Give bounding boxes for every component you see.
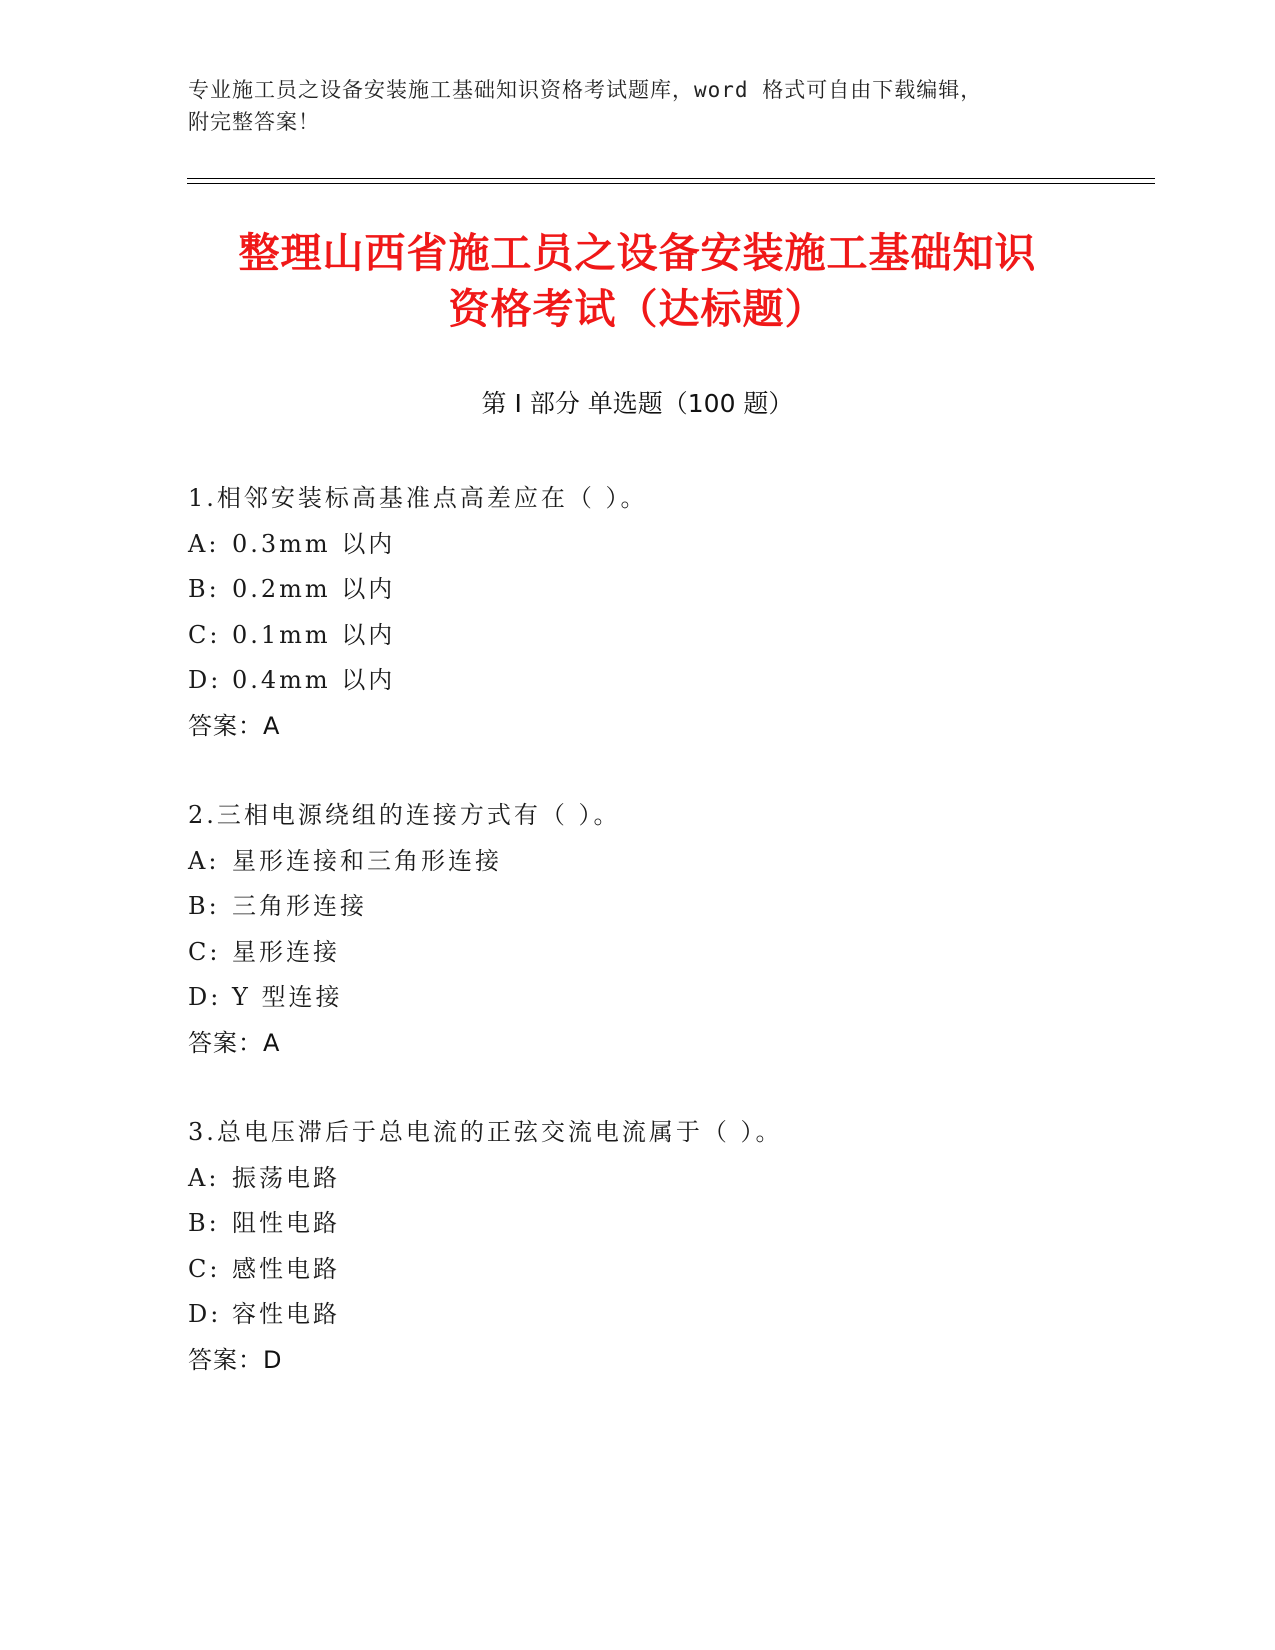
- option-key: C:: [188, 1254, 221, 1283]
- document-title-line-2: 资格考试（达标题）: [448, 285, 827, 333]
- option-c: [188, 613, 1088, 659]
- option-text: 振荡电路: [232, 1163, 340, 1192]
- option-d: [188, 1292, 1088, 1338]
- option-d: [188, 975, 1088, 1021]
- option-key: C:: [188, 937, 221, 966]
- option-text: 星形连接和三角形连接: [232, 846, 502, 875]
- option-text: 星形连接: [232, 937, 340, 966]
- option-b: [188, 884, 1088, 930]
- option-key: D:: [188, 1300, 222, 1328]
- option-text: 容性电路: [232, 1300, 340, 1328]
- option-text: 三角形连接: [232, 892, 367, 920]
- option-key: A:: [188, 1163, 220, 1192]
- question-list: [188, 476, 1088, 1427]
- option-text: 0.4mm 以内: [232, 666, 396, 694]
- answer: 答案：D: [188, 1345, 283, 1374]
- document-title: [130, 225, 1145, 337]
- answer: 答案：A: [188, 1028, 281, 1057]
- option-text: 感性电路: [232, 1254, 340, 1283]
- option-text: 阻性电路: [232, 1209, 340, 1237]
- option-text: Y 型连接: [232, 983, 343, 1011]
- header-divider-top: [187, 178, 1155, 179]
- option-a: [188, 522, 1088, 568]
- option-b: [188, 1201, 1088, 1247]
- question-stem: 1.相邻安装标高基准点高差应在（ ）。: [188, 484, 648, 512]
- option-d: [188, 658, 1088, 704]
- option-text: 0.2mm 以内: [232, 575, 396, 603]
- header-note-line-2: 附完整答案！: [188, 110, 320, 134]
- option-key: B:: [188, 575, 220, 603]
- question-stem: 2.三相电源绕组的连接方式有（ ）。: [188, 801, 621, 829]
- answer: 答案：A: [188, 711, 281, 740]
- question-1: [188, 476, 1088, 749]
- option-b: [188, 567, 1088, 613]
- option-key: B:: [188, 892, 220, 920]
- option-key: D:: [188, 983, 222, 1011]
- option-key: A:: [188, 529, 220, 558]
- option-key: D:: [188, 666, 222, 694]
- option-a: [188, 839, 1088, 885]
- question-3: [188, 1110, 1088, 1383]
- header-note: [188, 74, 1068, 138]
- option-text: 0.1mm 以内: [232, 620, 396, 649]
- question-stem: 3.总电压滞后于总电流的正弦交流电流属于（ ）。: [188, 1118, 783, 1146]
- section-title: 第 I 部分 单选题（100 题）: [481, 389, 794, 418]
- option-c: [188, 1247, 1088, 1293]
- option-a: [188, 1156, 1088, 1202]
- option-key: C:: [188, 620, 221, 649]
- question-2: [188, 793, 1088, 1066]
- option-key: A:: [188, 846, 220, 875]
- header-note-line-1: 专业施工员之设备安装施工基础知识资格考试题库，word 格式可自由下载编辑，: [188, 78, 983, 102]
- option-key: B:: [188, 1209, 220, 1237]
- option-c: [188, 930, 1088, 976]
- option-text: 0.3mm 以内: [232, 529, 396, 558]
- document-title-line-1: 整理山西省施工员之设备安装施工基础知识: [238, 229, 1037, 277]
- header-divider-bottom: [187, 183, 1155, 184]
